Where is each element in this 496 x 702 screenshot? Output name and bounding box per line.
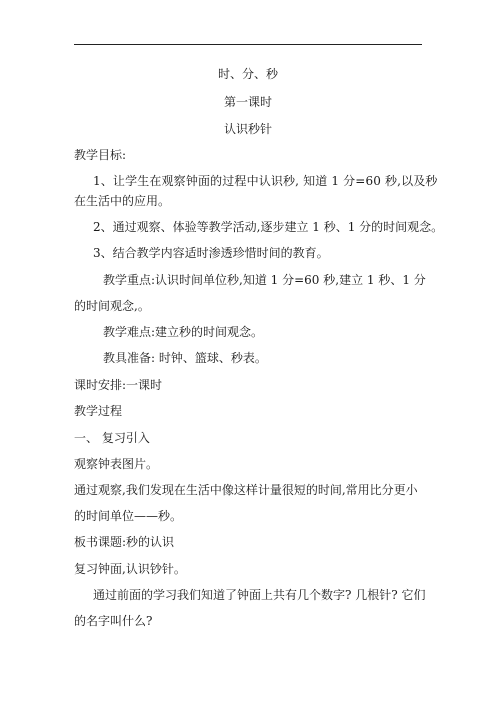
observation-text: 通过观察,我们发现在生活中像这样计量很短的时间,常用比分更小 (74, 483, 418, 497)
observe-clock: 观察钟表图片。 (74, 457, 159, 471)
board-title: 板书课题:秒的认识 (74, 535, 175, 549)
key-points: 教学重点:认识时间单位秒,知道 1 分=60 秒,建立 1 秒、1 分 (103, 273, 426, 287)
key-points-cont: 的时间观念,。 (74, 299, 150, 313)
teaching-aids: 教具准备: 时钟、篮球、秒表。 (103, 351, 267, 365)
difficult-points: 教学难点:建立秒的时间观念。 (103, 325, 264, 339)
document-title: 时、分、秒 (217, 67, 278, 81)
class-schedule: 课时安排:一课时 (74, 378, 163, 392)
objectives-heading: 教学目标: (74, 148, 127, 162)
header-rule (74, 44, 422, 45)
document-subtitle: 第一课时 (223, 95, 272, 109)
question-text-cont: 的名字叫什么? (74, 614, 153, 628)
section-review-intro: 一、 复习引入 (74, 431, 150, 445)
objective-3: 3、结合教学内容适时渗透珍惜时间的教育。 (93, 246, 329, 260)
lesson-title: 认识秒针 (223, 122, 272, 136)
objective-1: 1、让学生在观察钟面的过程中认识秒, 知道 1 分=60 秒,以及秒 (93, 174, 438, 188)
objective-2: 2、通过观察、体验等教学活动,逐步建立 1 秒、1 分的时间观念。 (93, 220, 444, 234)
observation-text-cont: 的时间单位——秒。 (74, 509, 183, 523)
process-heading: 教学过程 (74, 404, 123, 418)
objective-1-cont: 在生活中的应用。 (74, 194, 171, 208)
question-text: 通过前面的学习我们知道了钟面上共有几个数字? 几根针? 它们 (93, 588, 426, 602)
review-clock-face: 复习钟面,认识钞针。 (74, 562, 186, 576)
